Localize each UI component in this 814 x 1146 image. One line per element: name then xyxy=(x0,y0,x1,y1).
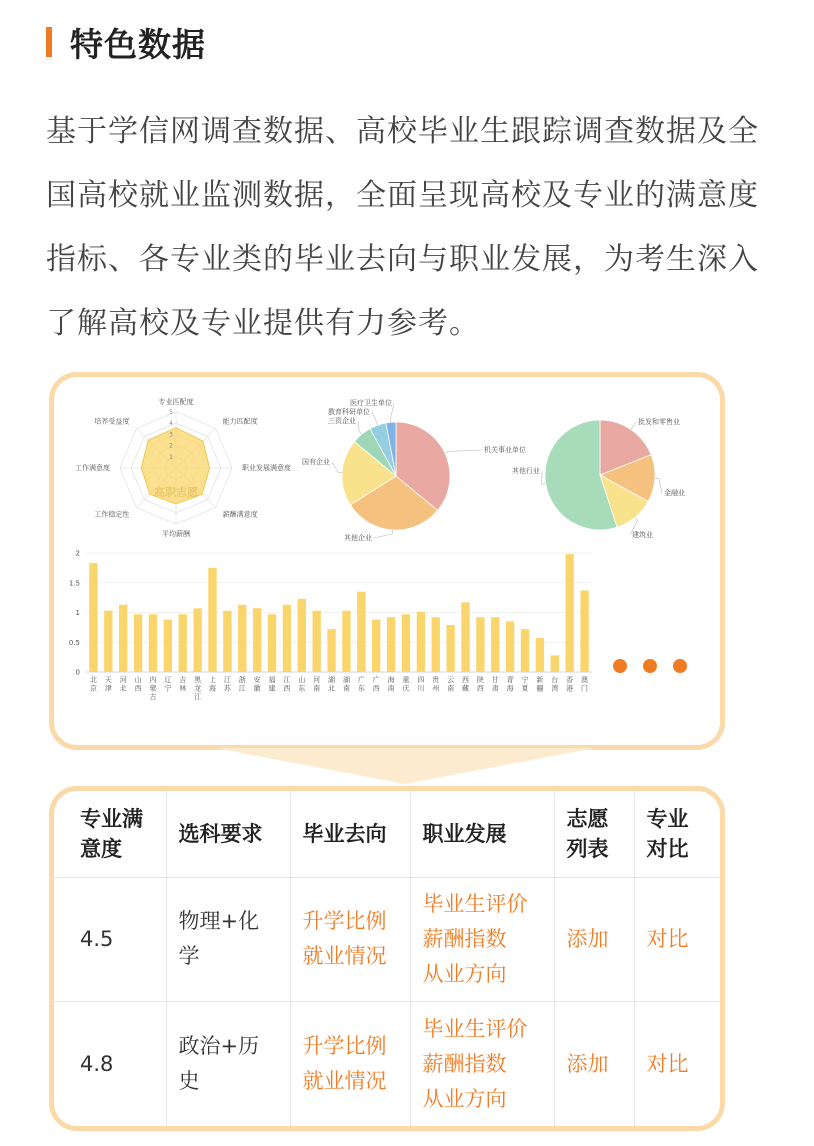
add-wishlist-button[interactable]: 添加 xyxy=(554,1002,634,1126)
job-direction-link[interactable]: 从业方向 xyxy=(422,1086,507,1111)
pie1-label: 机关事业单位 xyxy=(484,446,526,454)
bar xyxy=(342,611,350,672)
bar-x-tick: 贵州 xyxy=(432,676,440,693)
bar-x-tick: 内蒙古 xyxy=(149,676,157,701)
radar-watermark: 高职志愿 xyxy=(154,486,198,499)
header-subjects: 选科要求 xyxy=(166,791,290,877)
pie1-label: 国有企业 xyxy=(302,458,330,466)
more-dot-icon xyxy=(643,659,657,673)
bar xyxy=(268,614,276,672)
bar xyxy=(313,611,321,672)
bar xyxy=(551,655,559,672)
bar-x-tick: 天津 xyxy=(104,676,112,693)
bar xyxy=(357,592,365,672)
bar xyxy=(446,625,454,672)
bar-x-tick: 吉林 xyxy=(179,676,187,693)
chart-preview xyxy=(54,377,720,745)
bar xyxy=(193,608,201,672)
bar xyxy=(491,617,499,672)
pie2-label: 金融业 xyxy=(664,489,685,497)
bar-y-tick: 0 xyxy=(75,668,80,677)
satisfaction-score: 4.8 xyxy=(54,1002,166,1126)
bar-x-tick: 澳门 xyxy=(581,676,589,693)
pie1-leader xyxy=(332,462,342,473)
bar xyxy=(164,620,172,672)
bar-y-tick: 2 xyxy=(75,549,80,558)
bar-x-tick: 北京 xyxy=(89,676,97,693)
bar xyxy=(461,602,469,672)
bar xyxy=(580,590,588,672)
bar-x-tick: 辽宁 xyxy=(164,676,172,693)
bar xyxy=(566,554,574,672)
pie1-leader xyxy=(445,450,482,453)
header-satisfaction: 专业满意度 xyxy=(54,791,166,877)
bar xyxy=(238,605,246,672)
bar-x-tick: 云南 xyxy=(447,676,455,693)
bar-x-tick: 青海 xyxy=(506,676,514,693)
bar xyxy=(179,614,187,672)
radar-axis-label: 职业发展满意度 xyxy=(242,464,291,472)
bar xyxy=(223,611,231,672)
bar-x-tick: 香港 xyxy=(566,676,574,693)
bar xyxy=(298,599,306,672)
bar xyxy=(134,614,142,672)
bar-x-tick: 陕西 xyxy=(476,676,484,693)
radar-axis-label: 能力匹配度 xyxy=(222,417,258,426)
bar-x-tick: 湖北 xyxy=(328,676,336,693)
bar xyxy=(476,617,484,672)
table-row xyxy=(54,877,720,1002)
radar-tick-label: 5 xyxy=(169,409,173,416)
salary-index-link[interactable]: 薪酬指数 xyxy=(422,1051,507,1076)
bar xyxy=(327,629,335,672)
header-compare: 专业对比 xyxy=(634,791,720,877)
subject-requirement: 物理+化学 xyxy=(166,877,290,1002)
header-destination: 毕业去向 xyxy=(290,791,410,877)
bar-x-tick: 广西 xyxy=(372,676,380,693)
major-table xyxy=(54,791,720,1126)
enrollment-ratio-link[interactable]: 升学比例 xyxy=(302,909,387,934)
radar-tick-label: 4 xyxy=(169,420,173,428)
more-dot-icon xyxy=(613,659,627,673)
pie1-label: 医疗卫生单位 xyxy=(350,399,392,407)
bar-x-tick: 新疆 xyxy=(536,676,544,693)
bar xyxy=(253,608,261,672)
subject-requirement: 政治+历史 xyxy=(166,1002,290,1126)
pie1-leader xyxy=(358,421,362,434)
bar xyxy=(417,612,425,672)
bar xyxy=(536,638,544,672)
table-row xyxy=(54,1002,720,1126)
header-career: 职业发展 xyxy=(410,791,554,877)
bar-x-tick: 海南 xyxy=(387,676,395,693)
employment-link[interactable]: 就业情况 xyxy=(302,944,387,969)
compare-button[interactable]: 对比 xyxy=(634,1002,720,1126)
pie2-label: 其他行业 xyxy=(512,467,540,475)
bar xyxy=(283,605,291,672)
radar-axis-label: 工作满意度 xyxy=(75,464,110,472)
section-header xyxy=(46,22,206,62)
bar xyxy=(387,617,395,672)
bar-x-tick: 台湾 xyxy=(551,676,559,693)
bar-x-tick: 河南 xyxy=(313,676,321,693)
bar-x-tick: 黑龙江 xyxy=(194,676,202,701)
bar xyxy=(89,563,97,672)
bar-y-tick: 0.5 xyxy=(68,638,80,647)
job-direction-link[interactable]: 从业方向 xyxy=(422,961,507,986)
enrollment-ratio-link[interactable]: 升学比例 xyxy=(302,1034,387,1059)
bar xyxy=(432,617,440,672)
salary-index-link[interactable]: 薪酬指数 xyxy=(422,926,507,951)
bar xyxy=(372,620,380,672)
bar xyxy=(104,611,112,672)
bar-x-tick: 浙江 xyxy=(238,676,246,693)
more-dot-icon xyxy=(673,659,687,673)
radar-axis-label: 薪酬满意度 xyxy=(222,510,258,519)
radar-axis-label: 培养受益度 xyxy=(94,417,130,426)
bar-x-tick: 宁夏 xyxy=(521,676,529,693)
table-header-row xyxy=(54,791,720,877)
bar-y-tick: 1.5 xyxy=(68,579,80,588)
bar-x-tick: 湖南 xyxy=(342,676,350,693)
radar-tick-label: 1 xyxy=(169,453,173,461)
compare-button[interactable]: 对比 xyxy=(634,877,720,1002)
pie1-leader xyxy=(374,530,393,538)
bar-x-tick: 山西 xyxy=(134,676,142,693)
bar xyxy=(208,568,216,672)
pie2-label: 建筑业 xyxy=(632,531,653,539)
pie1-label: 教育科研单位 xyxy=(328,408,370,416)
bar xyxy=(402,614,410,672)
employment-link[interactable]: 就业情况 xyxy=(302,1069,387,1094)
add-wishlist-button[interactable]: 添加 xyxy=(554,877,634,1002)
satisfaction-score: 4.5 xyxy=(54,877,166,1002)
section-description: 基于学信网调查数据、高校毕业生跟踪调查数据及全国高校就业监测数据，全面呈现高校及专业的满意度指标、各专业类的毕业去向与职业发展，为考生深入了解高校及专业提供有力参考。 xyxy=(46,114,759,341)
bar-x-tick: 四川 xyxy=(417,676,425,693)
radar-axis-label: 专业匹配度 xyxy=(158,398,194,406)
pie2-leader xyxy=(631,422,636,430)
bar xyxy=(506,621,514,672)
pie1-label: 三资企业 xyxy=(328,417,356,425)
section-accent-bar xyxy=(46,27,52,57)
bar-x-tick: 江苏 xyxy=(223,676,231,693)
bar-x-tick: 甘肃 xyxy=(491,676,499,693)
bar-x-tick: 河北 xyxy=(119,676,127,693)
bar xyxy=(521,629,529,672)
bar-x-tick: 福建 xyxy=(268,676,276,693)
bar-x-tick: 重庆 xyxy=(402,676,410,693)
bar xyxy=(119,605,127,672)
major-table-card xyxy=(49,786,725,1131)
pie1-leader xyxy=(372,412,378,425)
bar-x-tick: 上海 xyxy=(209,676,216,693)
pie2-label: 批发和零售业 xyxy=(638,418,680,426)
bar-x-tick: 安徽 xyxy=(253,676,261,693)
radar-tick-label: 2 xyxy=(169,442,173,450)
chart-preview-card xyxy=(49,372,725,750)
pie1-label: 其他企业 xyxy=(344,534,372,542)
radar-tick-label: 3 xyxy=(169,431,173,439)
bar-x-tick: 江西 xyxy=(283,676,291,693)
radar-axis-label: 工作稳定性 xyxy=(94,510,130,519)
graduate-review-link[interactable]: 毕业生评价 xyxy=(422,891,528,916)
bar-x-tick: 西藏 xyxy=(462,676,469,693)
graduate-review-link[interactable]: 毕业生评价 xyxy=(422,1016,528,1041)
bar-x-tick: 广东 xyxy=(357,676,365,693)
callout-pointer xyxy=(215,748,595,784)
bar-x-tick: 山东 xyxy=(298,676,306,693)
radar-axis-label: 平均薪酬 xyxy=(162,530,190,538)
pie2-leader xyxy=(655,478,662,493)
bar xyxy=(149,614,157,672)
header-wishlist: 志愿列表 xyxy=(554,791,634,877)
bar-y-tick: 1 xyxy=(75,609,80,617)
section-title: 特色数据 xyxy=(70,24,206,64)
